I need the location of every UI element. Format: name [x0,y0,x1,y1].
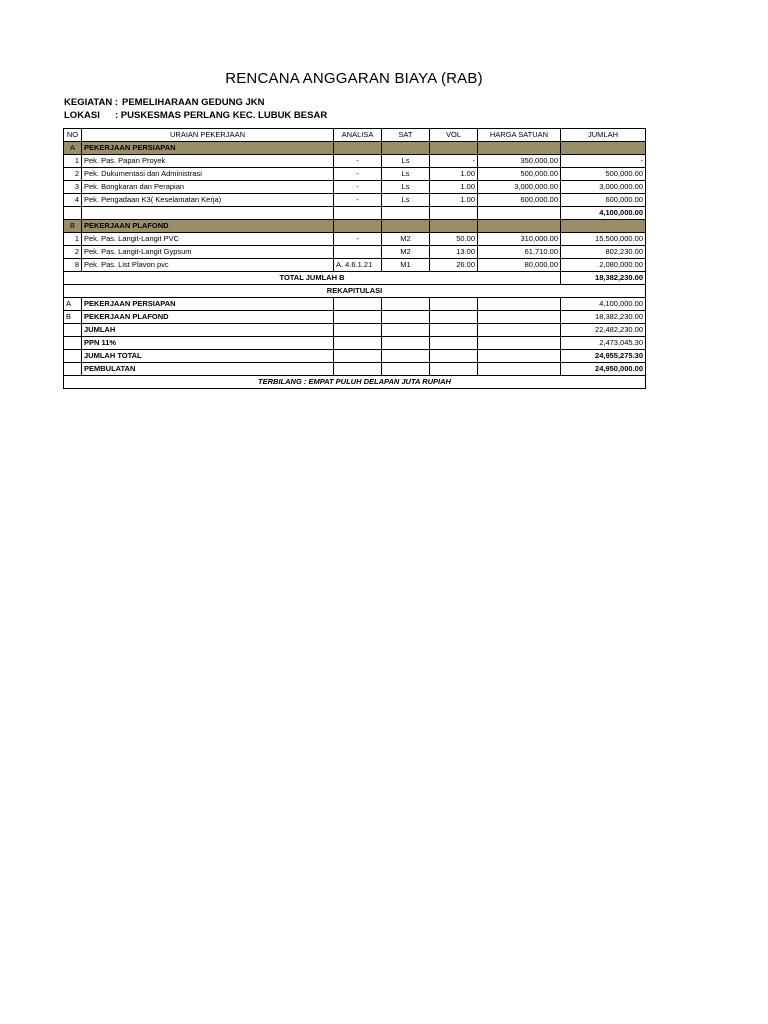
rekap-label: PEKERJAAN PLAFOND [82,311,334,324]
lokasi-label: LOKASI [64,110,100,121]
rekap-value: 18,382,230.00 [561,311,646,324]
item-harga: 350,000.00 [478,155,561,168]
lokasi-line [64,110,327,121]
item-jumlah: - [561,155,646,168]
item-sat: Ls [382,181,430,194]
empty-cell [64,207,82,220]
table-row [64,168,646,181]
item-uraian: Pek. Pas. Langit-Langit PVC [82,233,334,246]
table-row [64,181,646,194]
rekap-row [64,324,646,337]
rekap-code: B [64,311,82,324]
item-harga: 61,710.00 [478,246,561,259]
empty-cell [430,363,478,376]
item-jumlah: 500,000.00 [561,168,646,181]
empty-cell [430,350,478,363]
section-a-name: PEKERJAAN PERSIAPAN [82,142,334,155]
rekap-title-row [64,285,646,298]
item-no: 3 [64,181,82,194]
item-uraian: Pek. Pas. Papan Proyek [82,155,334,168]
empty-cell [430,337,478,350]
item-harga: 600,000.00 [478,194,561,207]
header-sat: SAT [382,129,430,142]
item-uraian: Pek. Dukumentasi dan Administrasi [82,168,334,181]
section-b-total: 18,382,230.00 [561,272,646,285]
rekap-label: PPN 11% [82,337,334,350]
section-a-subtotal: 4,100,000.00 [561,207,646,220]
header-jumlah: JUMLAH [561,129,646,142]
item-no: 2 [64,246,82,259]
item-vol: 1.00 [430,168,478,181]
empty-cell [478,350,561,363]
item-sat: Ls [382,168,430,181]
rekap-row [64,363,646,376]
empty-cell [334,350,382,363]
empty-cell [478,298,561,311]
empty-cell [382,363,430,376]
terbilang-text: TERBILANG : EMPAT PULUH DELAPAN JUTA RUPIAH [64,376,646,389]
rekap-code [64,363,82,376]
rekap-row [64,337,646,350]
document-title: RENCANA ANGGARAN BIAYA (RAB) [225,70,483,87]
empty-cell [478,207,561,220]
item-uraian: Pek. Pengadaan K3( Keselamatan Kerja) [82,194,334,207]
empty-cell [334,324,382,337]
item-vol: - [430,155,478,168]
item-analisa: - [334,168,382,181]
section-b-total-row [64,272,646,285]
item-jumlah: 600,000.00 [561,194,646,207]
empty-cell [382,207,430,220]
rekap-value: 22,482,230.00 [561,324,646,337]
empty-cell [430,324,478,337]
item-harga: 80,000.00 [478,259,561,272]
empty-cell [561,220,646,233]
rekap-value: 24,950,000.00 [561,363,646,376]
item-analisa: - [334,155,382,168]
rekap-code: A [64,298,82,311]
item-no: 4 [64,194,82,207]
item-vol: 13.00 [430,246,478,259]
empty-cell [382,337,430,350]
header-no: NO [64,129,82,142]
header-vol: VOL [430,129,478,142]
empty-cell [334,207,382,220]
empty-cell [478,220,561,233]
header-analisa: ANALISA [334,129,382,142]
item-analisa: A. 4.6.1.21 [334,259,382,272]
kegiatan-label: KEGIATAN : [64,97,119,108]
item-sat: M2 [382,246,430,259]
section-b-total-label: TOTAL JUMLAH B [64,272,561,285]
empty-cell [430,207,478,220]
empty-cell [382,350,430,363]
empty-cell [334,298,382,311]
item-no: 8 [64,259,82,272]
item-vol: 26.00 [430,259,478,272]
rekap-row [64,298,646,311]
empty-cell [382,324,430,337]
item-harga: 310,000.00 [478,233,561,246]
item-uraian: Pek. Bongkaran dan Perapian [82,181,334,194]
table-row [64,246,646,259]
item-vol: 1.00 [430,194,478,207]
rekap-code [64,324,82,337]
empty-cell [478,142,561,155]
item-analisa [334,246,382,259]
item-sat: Ls [382,155,430,168]
empty-cell [334,311,382,324]
empty-cell [430,298,478,311]
item-jumlah: 15,500,000.00 [561,233,646,246]
empty-cell [430,220,478,233]
item-vol: 50.00 [430,233,478,246]
section-a-code: A [64,142,82,155]
rekap-row [64,350,646,363]
table-row [64,233,646,246]
rekap-title: REKAPITULASI [64,285,646,298]
item-jumlah: 2,080,000.00 [561,259,646,272]
section-b-row [64,220,646,233]
rekap-row [64,311,646,324]
empty-cell [478,363,561,376]
item-no: 2 [64,168,82,181]
item-uraian: Pek. Pas. Langit-Langit Gypsum [82,246,334,259]
item-analisa: - [334,194,382,207]
rekap-value: 2,473,045.30 [561,337,646,350]
empty-cell [334,220,382,233]
item-sat: Ls [382,194,430,207]
lokasi-value: : PUSKESMAS PERLANG KEC. LUBUK BESAR [115,110,328,121]
empty-cell [382,142,430,155]
item-analisa: - [334,233,382,246]
rekap-code [64,337,82,350]
item-vol: 1.00 [430,181,478,194]
rekap-label: PEKERJAAN PERSIAPAN [82,298,334,311]
rekap-code [64,350,82,363]
kegiatan-line [64,97,265,108]
empty-cell [382,311,430,324]
rekap-value: 4,100,000.00 [561,298,646,311]
section-b-code: B [64,220,82,233]
empty-cell [478,337,561,350]
empty-cell [478,324,561,337]
rab-table [63,128,646,389]
item-no: 1 [64,155,82,168]
item-uraian: Pek. Pas. List Plavon pvc [82,259,334,272]
empty-cell [478,311,561,324]
empty-cell [382,220,430,233]
item-harga: 500,000.00 [478,168,561,181]
kegiatan-value: PEMELIHARAAN GEDUNG JKN [122,97,265,108]
header-harga: HARGA SATUAN [478,129,561,142]
table-row [64,155,646,168]
terbilang-row [64,376,646,389]
item-analisa: - [334,181,382,194]
section-a-row [64,142,646,155]
empty-cell [382,298,430,311]
table-row [64,194,646,207]
item-jumlah: 802,230.00 [561,246,646,259]
item-no: 1 [64,233,82,246]
rekap-label: JUMLAH [82,324,334,337]
table-header-row [64,129,646,142]
rekap-label: PEMBULATAN [82,363,334,376]
rekap-value: 24,955,275.30 [561,350,646,363]
item-jumlah: 3,000,000.00 [561,181,646,194]
header-uraian: URAIAN PEKERJAAN [82,129,334,142]
empty-cell [430,311,478,324]
section-a-subtotal-row [64,207,646,220]
empty-cell [561,142,646,155]
rekap-label: JUMLAH TOTAL [82,350,334,363]
table-row [64,259,646,272]
empty-cell [334,337,382,350]
empty-cell [82,207,334,220]
empty-cell [334,142,382,155]
empty-cell [430,142,478,155]
item-harga: 3,000,000.00 [478,181,561,194]
section-b-name: PEKERJAAN PLAFOND [82,220,334,233]
item-sat: M1 [382,259,430,272]
empty-cell [334,363,382,376]
item-sat: M2 [382,233,430,246]
